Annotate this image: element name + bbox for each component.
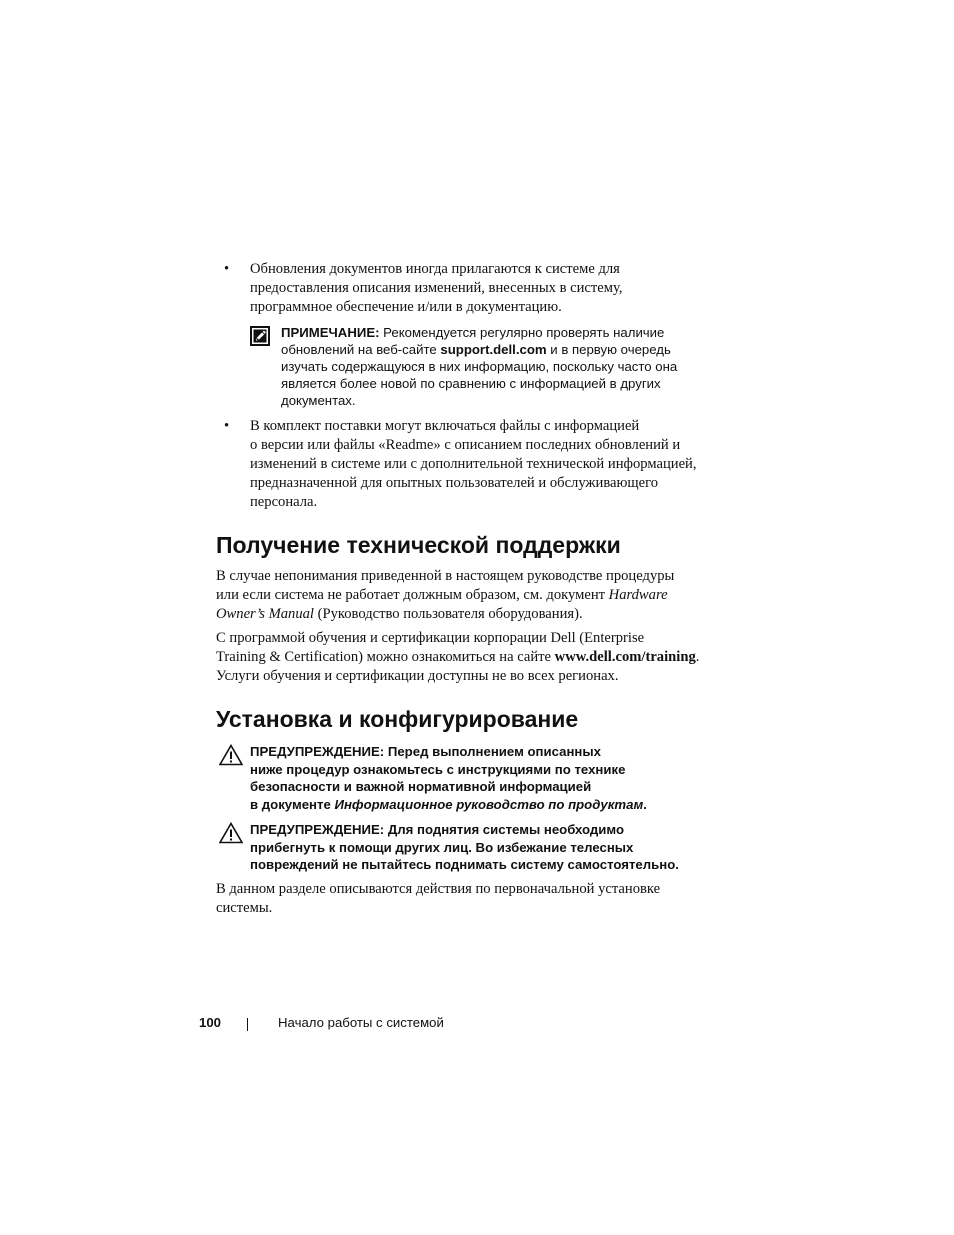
- note-line: и в первую очередь: [546, 342, 671, 357]
- bullet-line: предназначенной для опытных пользователей и обслуживающего: [250, 475, 659, 491]
- note-line: документах.: [281, 393, 356, 408]
- bullet-line: В комплект поставки могут включаться файлы с информацией: [250, 418, 640, 434]
- page-footer: [0, 1015, 954, 1035]
- doc-title: Owner’s Manual: [216, 606, 314, 622]
- doc-title: Информационное руководство по продуктам: [334, 796, 644, 812]
- chapter-title: Начало работы с системой: [278, 1015, 444, 1030]
- section-heading-install: Установка и конфигурирование: [216, 706, 579, 732]
- warning-text: ПРЕДУПРЕЖДЕНИЕ: Для поднятия системы необходимо прибегнуть к помощи других лиц. Во избежание телесных повреждений не пытайтесь поднимать систему самостоятельно.: [250, 822, 679, 872]
- bullet-text: [250, 417, 720, 512]
- bullet-line: Обновления документов иногда прилагаются к системе для: [250, 261, 620, 277]
- bullet-line: о версии или файлы «Readme» с описанием последних обновлений и: [250, 437, 681, 453]
- section-heading-support: Получение технической поддержки: [216, 532, 621, 558]
- footer-separator: [247, 1018, 248, 1031]
- bullet-symbol: •: [224, 418, 230, 434]
- warning-triangle-icon: [219, 822, 243, 844]
- support-link[interactable]: support.dell.com: [440, 342, 547, 357]
- note-label: ПРИМЕЧАНИЕ:: [281, 325, 380, 340]
- note-pencil-icon: [250, 326, 270, 346]
- warning-triangle-icon: [219, 744, 243, 766]
- support-paragraph-2: С программой обучения и сертификации корпорации Dell (Enterprise Training & Certification) можно ознакомиться на сайте www.dell.com/training. Услуги обучения и сертификации доступны не во всех регионах.: [216, 630, 700, 684]
- doc-title: Hardware: [608, 587, 668, 603]
- training-link[interactable]: www.dell.com/training: [554, 649, 696, 665]
- bullet-text: [250, 260, 720, 317]
- support-paragraph-1: В случае непонимания приведенной в настоящем руководстве процедуры или если система не работает должным образом, см. документ Hardware Owner’s Manual (Руководство пользователя оборудования).: [216, 568, 675, 622]
- bullet-line: персонала.: [250, 494, 318, 510]
- note-text: [281, 324, 711, 409]
- note-line: Рекомендуется регулярно проверять наличие: [379, 325, 665, 340]
- note-line: изучать содержащуюся в них информацию, поскольку часто она: [281, 359, 678, 374]
- install-paragraph: В данном разделе описываются действия по первоначальной установке системы.: [216, 881, 661, 916]
- note-line: является более новой по сравнению с информацией в других: [281, 376, 661, 391]
- bullet-line: программное обеспечение и/или в документацию.: [250, 299, 562, 315]
- bullet-symbol: •: [224, 261, 230, 277]
- bullet-line: предоставления описания изменений, внесенных в систему,: [250, 280, 623, 296]
- note-line: обновлений на веб-сайте: [281, 342, 441, 357]
- page-number: 100: [199, 1015, 222, 1030]
- warning-text: ПРЕДУПРЕЖДЕНИЕ: Перед выполнением описанных ниже процедур ознакомьтесь с инструкциями по технике безопасности и важной нормативной информацией в документе Информационное руководство по продуктам.: [250, 744, 647, 812]
- bullet-line: изменений в системе или с дополнительной технической информацией,: [250, 456, 697, 472]
